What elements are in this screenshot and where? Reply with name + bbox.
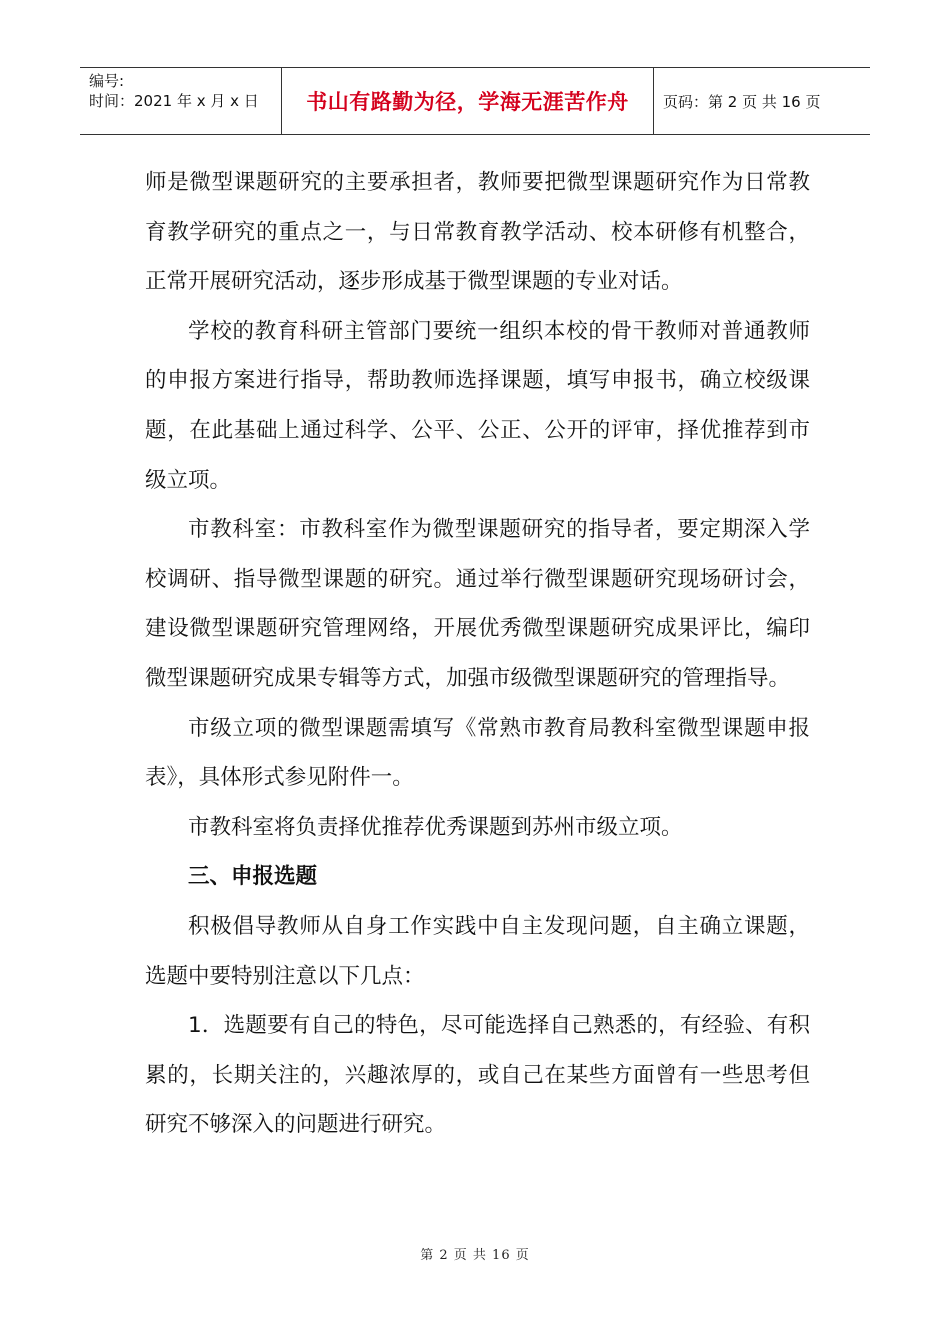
header-motto: 书山有路勤为径，学海无涯苦作舟	[282, 68, 654, 134]
number-label: 编号:	[89, 72, 125, 90]
paragraph-1: 师是微型课题研究的主要承担者，教师要把微型课题研究作为日常教育教学研究的重点之一，与日常教育教学活动、校本研修有机整合，正常开展研究活动，逐步形成基于微型课题的专业对话。	[145, 170, 810, 295]
header-meta-cell	[80, 68, 282, 134]
header-page-info: 页码：第 2 页 共 16 页	[663, 92, 821, 111]
document-body	[145, 158, 810, 1150]
time-label: 时间：2021 年 x 月 x 日	[89, 92, 259, 110]
paragraph-7: 1．选题要有自己的特色，尽可能选择自己熟悉的，有经验、有积累的，长期关注的，兴趣浓厚的，或自己在某些方面曾有一些思考但研究不够深入的问题进行研究。	[145, 1013, 810, 1138]
paragraph-5: 市教科室将负责择优推荐优秀课题到苏州市级立项。	[188, 814, 683, 840]
page-header	[80, 67, 870, 135]
paragraph-3: 市教科室：市教科室作为微型课题研究的指导者，要定期深入学校调研、指导微型课题的研究。通过举行微型课题研究现场研讨会，建设微型课题研究管理网络，开展优秀微型课题研究成果评比，编印微型课题研究成果专辑等方式，加强市级微型课题研究的管理指导。	[145, 517, 810, 691]
page-footer: 第 2 页 共 16 页	[420, 1248, 530, 1263]
paragraph-2: 学校的教育科研主管部门要统一组织本校的骨干教师对普通教师的申报方案进行指导，帮助教师选择课题，填写申报书，确立校级课题，在此基础上通过科学、公平、公正、公开的评审，择优推荐到市级立项。	[145, 318, 810, 493]
section-heading: 三、申报选题	[188, 864, 318, 890]
paragraph-4: 市级立项的微型课题需填写《常熟市教育局教科室微型课题申报表》，具体形式参见附件一。	[145, 715, 810, 791]
paragraph-6: 积极倡导教师从自身工作实践中自主发现问题，自主确立课题，选题中要特别注意以下几点：	[145, 913, 810, 989]
